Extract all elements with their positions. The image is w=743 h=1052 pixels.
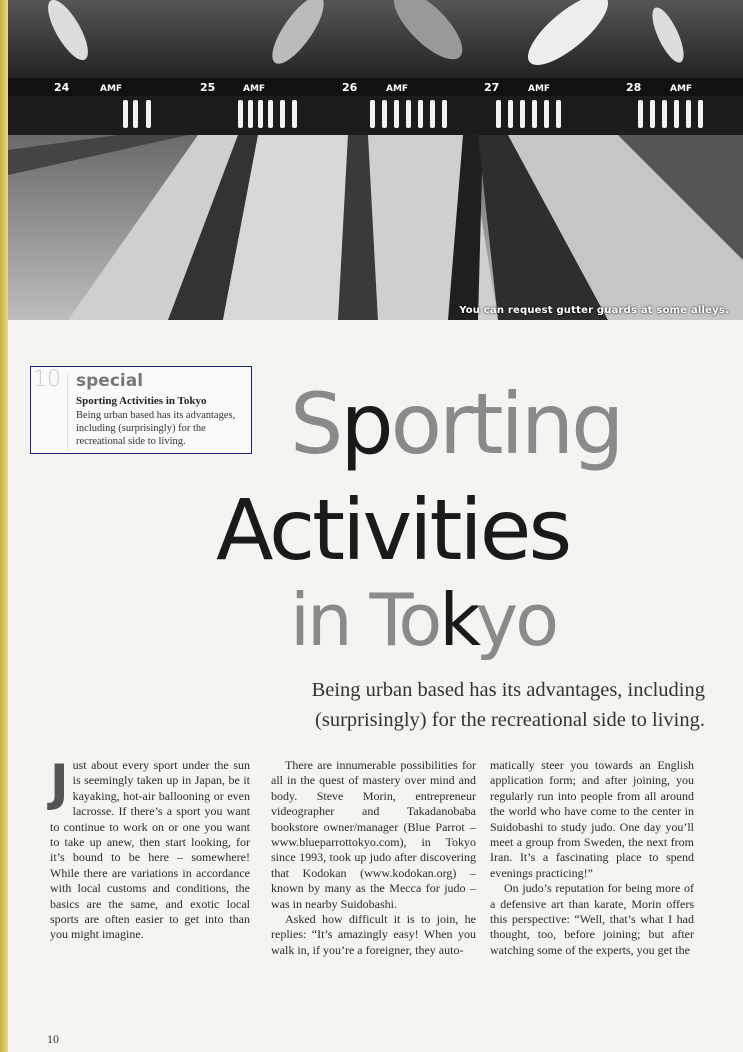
drop-cap: J bbox=[50, 754, 69, 812]
page-number: 10 bbox=[47, 1032, 59, 1046]
lane-brand: AMF bbox=[528, 84, 551, 94]
paragraph: On judo’s reputation for being more of a defensive art than karate, Morin offers this perspective: “Well, that’s what I had thought, too, before joining; but after watching some of the experts, you get the bbox=[490, 881, 694, 957]
binding-edge bbox=[0, 0, 8, 1052]
subheadline-line-1: Being urban based has its advantages, including bbox=[311, 679, 705, 701]
lane-number: 25 bbox=[200, 81, 216, 94]
paragraph: ust about every sport under the sun is seemingly taken up in Japan, be it kayaking, hot-air ballooning or even lacrosse. If there’s a sport you want to continue to work on or one you want to take up anew, then start looking, for it’s bound to be here – somewhere! While there are variations in accordance with local customs and conditions, the basics are the same, and exotic local sports are often easier to get into than you might imagine. bbox=[50, 758, 250, 942]
lane-brand: AMF bbox=[670, 84, 693, 94]
lane-brand: AMF bbox=[100, 84, 123, 94]
section-toc-box bbox=[30, 366, 252, 454]
toc-title: Sporting Activities in Tokyo bbox=[76, 395, 207, 407]
lane-number: 26 bbox=[342, 81, 358, 94]
lane-number: 24 bbox=[54, 81, 70, 94]
paragraph: matically steer you towards an English application form; and after joining, you regularly run into people from all around the world who have come to the center in Suidobashi to study judo. One day you’ll meet a group from Sweden, the next from Iran. It’s a fascinating place to spend evenings practicing!” bbox=[490, 758, 694, 880]
bowling-alley-photo bbox=[8, 0, 743, 320]
subheadline-line-2: (surprisingly) for the recreational side to living. bbox=[315, 709, 705, 731]
section-number: 10 bbox=[33, 367, 61, 392]
paragraph: There are innumerable possibilities for all in the quest of mastery over mind and body. Steve Morin, entrepreneur videographer and Takadanobaba bookstore owner/manager (Blue Parrot – www.blueparrottokyo.com), in Tokyo since 1993, took up judo after discovering that Kodokan (www.kodokan.org) – known by many as the Mecca for judo – was in nearby Suidobashi. bbox=[271, 758, 476, 911]
headline-line-2: Activities bbox=[216, 481, 570, 579]
toc-description: Being urban based has its advantages, including (surprisingly) for the recreational side to living. bbox=[76, 410, 236, 447]
article-column-3 bbox=[490, 758, 694, 958]
photo-caption: You can request gutter guards at some alleys. bbox=[459, 305, 729, 316]
headline-line-1: Sporting bbox=[290, 375, 622, 473]
section-label: special bbox=[76, 371, 144, 391]
lane-number: 27 bbox=[484, 81, 500, 94]
bowling-lanes-illustration bbox=[8, 0, 743, 320]
toc-divider bbox=[67, 373, 68, 451]
lane-brand: AMF bbox=[386, 84, 409, 94]
headline-line-3: in Tokyo bbox=[290, 578, 557, 662]
lane-brand: AMF bbox=[243, 84, 266, 94]
paragraph: Asked how difficult it is to join, he replies: “It’s amazingly easy! When you walk in, if you’re a foreigner, they auto- bbox=[271, 912, 476, 957]
lane-number: 28 bbox=[626, 81, 642, 94]
article-column-2 bbox=[271, 758, 476, 958]
article-column-1 bbox=[50, 754, 250, 943]
